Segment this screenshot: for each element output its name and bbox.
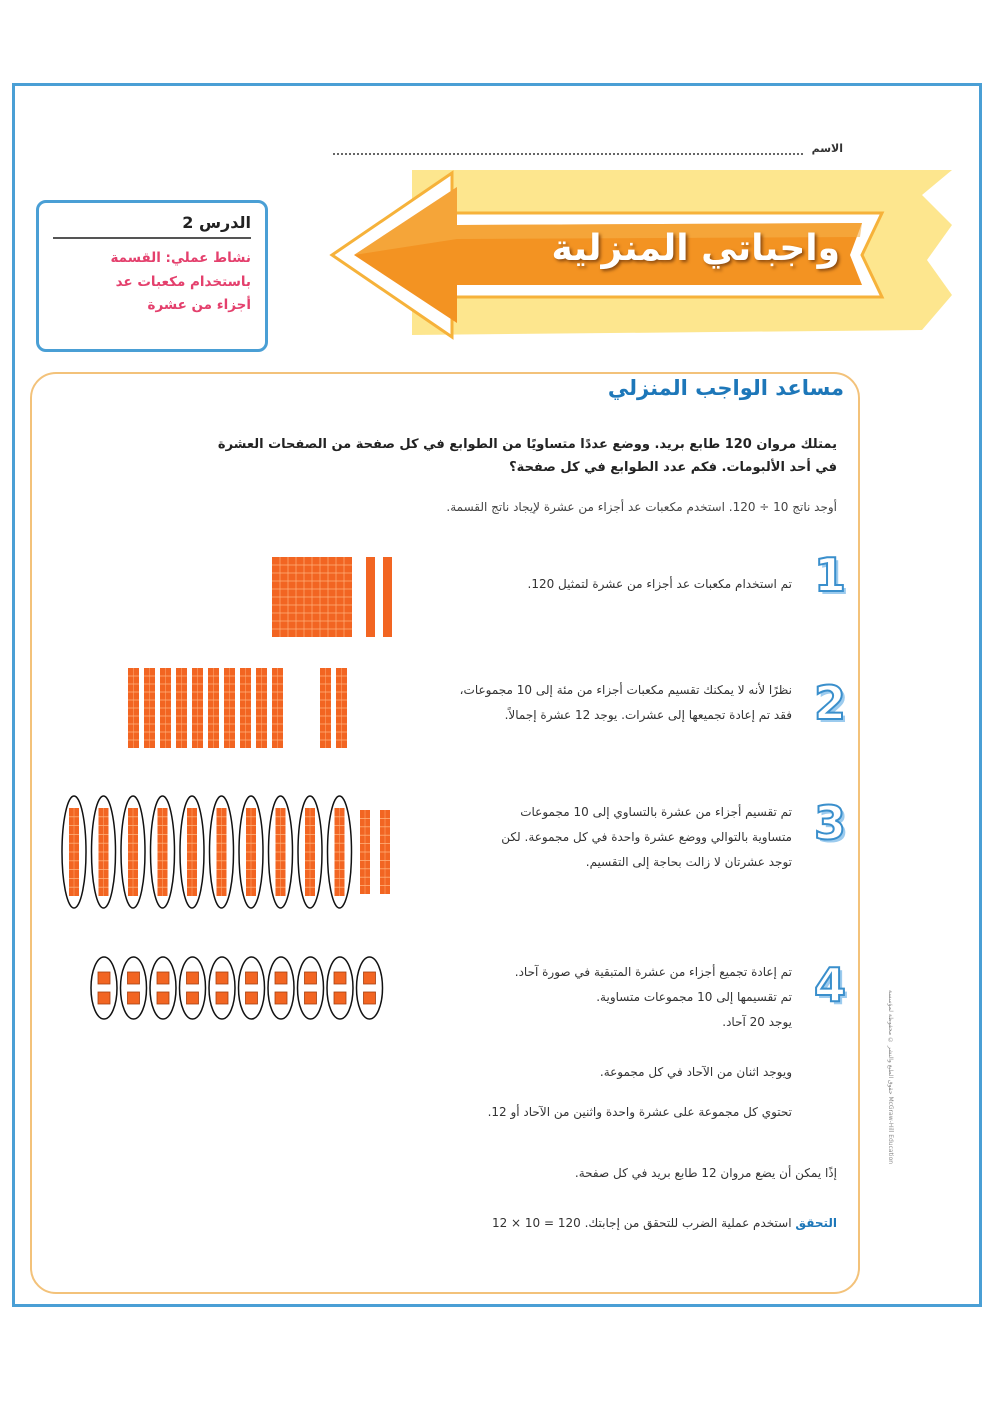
ten-rod	[320, 668, 331, 748]
group-oval	[239, 957, 265, 1019]
step-4-line-1: تم إعادة تجميع أجزاء من عشرة المتبقية في صورة آحاد.	[514, 965, 792, 979]
step-4-number: 4	[814, 958, 847, 1012]
step-3-line-1: تم تقسيم أجزاء من عشرة بالتساوي إلى 10 مجموعات	[520, 805, 792, 819]
ten-rod	[272, 668, 283, 748]
ten-rod	[69, 808, 79, 896]
ones-cube	[364, 972, 376, 984]
step-4-line-3: يوجد 20 آحاد.	[722, 1015, 792, 1030]
group-oval	[150, 957, 176, 1019]
ten-rod	[380, 810, 390, 894]
step-4-line-2: تم تقسيمها إلى 10 مجموعات متساوية.	[596, 990, 792, 1005]
ones-cube	[216, 972, 228, 984]
ones-cube	[305, 992, 317, 1004]
ten-rod	[176, 668, 187, 748]
ones-cube	[157, 972, 169, 984]
group-oval	[298, 957, 324, 1019]
step-3-line-2: متساوية بالتوالي ووضع عشرة واحدة في كل مجموعة. لكن	[501, 830, 792, 845]
ten-rod	[224, 668, 235, 748]
step-4-line-5: تحتوي كل مجموعة على عشرة واحدة واثنين من الآحاد أو 12.	[487, 1105, 792, 1119]
step-2-number: 2	[814, 676, 847, 730]
ten-rod	[256, 668, 267, 748]
ten-rod	[187, 808, 197, 896]
step-2-line-2: فقد تم إعادة تجميعها إلى عشرات. يوجد 12 عشرة إجمالاً.	[504, 708, 792, 723]
ones-cube	[334, 972, 346, 984]
step-1-text: تم استخدام مكعبات عد أجزاء من عشرة لتمثيل 120.	[527, 577, 792, 591]
ten-rod	[208, 668, 219, 748]
ten-rod	[276, 808, 286, 896]
ones-cube	[364, 992, 376, 1004]
step-3-number: 3	[814, 796, 847, 850]
group-oval	[209, 957, 235, 1019]
step-1-number: 1	[814, 548, 847, 602]
ones-cube	[246, 972, 258, 984]
check-label: التحقق	[795, 1216, 837, 1230]
ten-rod	[144, 668, 155, 748]
ten-rod	[360, 810, 370, 894]
lesson-topic-line-3: أجزاء من عشرة	[147, 297, 251, 314]
homework-helper-title: مساعد الواجب المنزلي	[607, 376, 844, 400]
ten-rod	[305, 808, 315, 896]
group-oval	[268, 957, 294, 1019]
step-3-groups	[62, 796, 402, 916]
banner-title: واجباتي المنزلية	[551, 228, 840, 269]
ten-rod	[366, 557, 375, 637]
ten-rod	[99, 808, 109, 896]
step-2-text	[332, 678, 792, 728]
problem-line-1: يمتلك مروان 120 طابع بريد. ووضع عددًا متساويًا من الطوابع في كل صفحة من الصفحات العشرة	[217, 437, 837, 452]
ten-rod	[192, 668, 203, 748]
ten-rod	[383, 557, 392, 637]
ones-cube	[98, 972, 110, 984]
lesson-topic-line-1: نشاط عملي: القسمة	[110, 250, 251, 266]
lesson-box	[36, 200, 268, 352]
ten-rod	[246, 808, 256, 896]
check-row	[317, 1216, 837, 1230]
ten-rod	[335, 808, 345, 896]
hundred-flat	[272, 557, 352, 637]
ones-cube	[275, 992, 287, 1004]
step-3-line-3: توجد عشرتان لا زالت بحاجة إلى التقسيم.	[585, 855, 792, 870]
ten-rod	[158, 808, 168, 896]
group-oval	[121, 957, 147, 1019]
step-2-line-1: نظرًا لأنه لا يمكنك تقسيم مكعبات أجزاء من مئة إلى 10 مجموعات،	[459, 683, 792, 697]
ten-rod	[128, 808, 138, 896]
ones-cube	[128, 972, 140, 984]
group-oval	[357, 957, 383, 1019]
lesson-topic-line-2: باستخدام مكعبات عد	[115, 273, 251, 290]
ones-cube	[275, 972, 287, 984]
ones-cube	[187, 972, 199, 984]
ten-rod	[240, 668, 251, 748]
ones-cube	[305, 972, 317, 984]
problem-text	[167, 434, 837, 480]
ten-rod	[217, 808, 227, 896]
intro-text: أوجد ناتج 10 ÷ 120. استخدم مكعبات عد أجزاء من عشرة لإيجاد ناتج القسمة.	[446, 500, 837, 514]
ones-cube	[98, 992, 110, 1004]
ones-cube	[246, 992, 258, 1004]
ten-rod	[160, 668, 171, 748]
ones-cube	[128, 992, 140, 1004]
problem-line-2: في أحد الألبومات. فكم عدد الطوابع في كل صفحة؟	[509, 459, 837, 475]
lesson-number: الدرس 2	[182, 213, 251, 232]
step-1-blocks	[272, 557, 412, 639]
ten-rod	[128, 668, 139, 748]
ones-cube	[157, 992, 169, 1004]
ones-cube	[187, 992, 199, 1004]
ones-cube	[216, 992, 228, 1004]
group-oval	[180, 957, 206, 1019]
name-label: الاسم	[811, 142, 843, 155]
ones-cube	[334, 992, 346, 1004]
conclusion-text: إذًا يمكن أن يضع مروان 12 طابع بريد في كل صفحة.	[574, 1166, 837, 1180]
step-4-line-4: ويوجد اثنان من الآحاد في كل مجموعة.	[599, 1065, 792, 1079]
name-input-line[interactable]	[333, 153, 803, 155]
ten-rod	[336, 668, 347, 748]
copyright-note: حقوق الطبع والنشر © محفوظة لمؤسسة McGraw-Hill Education	[887, 990, 894, 1165]
group-oval	[91, 957, 117, 1019]
step-2-rods	[128, 668, 358, 750]
lesson-divider	[53, 237, 251, 239]
group-oval	[327, 957, 353, 1019]
step-4-groups	[90, 956, 410, 1022]
check-text: استخدم عملية الضرب للتحقق من إجابتك. 120 = 10 × 12	[491, 1216, 792, 1230]
